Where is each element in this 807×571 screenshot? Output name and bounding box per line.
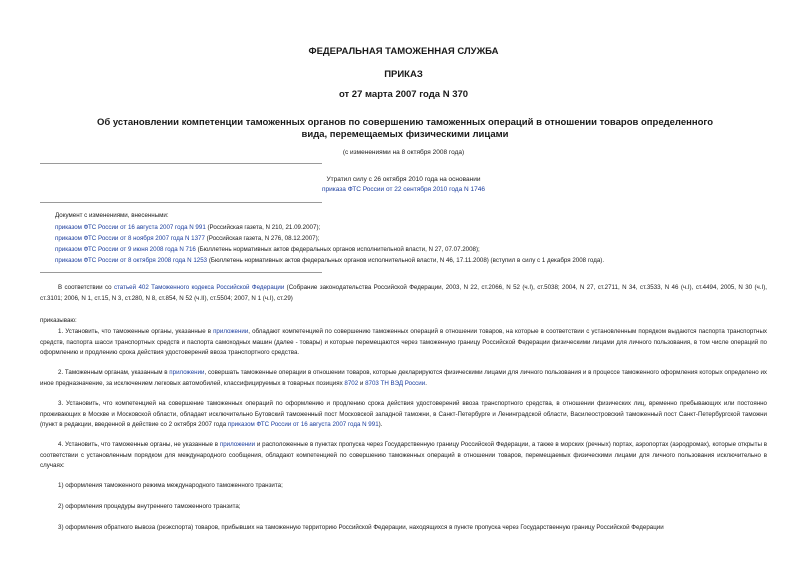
divider — [40, 272, 322, 273]
item-2: 2. Таможенным органам, указанным в приложении, совершать таможенные операции в отношении товаров, которые декларируются физическими лицами для личного пользования и в процессе таможенного оформления которых определено их иное предназначение, за исключением легковых автомобилей, классифицируемых в товарных позициях 8702 и 8703 ТН ВЭД России. — [40, 369, 768, 387]
document-type: ПРИКАЗ — [384, 69, 423, 80]
change-item — [55, 257, 604, 264]
subitem-1: 1) оформления таможенного режима международного таможенного транзита; — [58, 482, 283, 489]
item-1: 1. Установить, что таможенные органы, указанные в приложении, обладают компетенцией по совершению таможенных операций в отношении товаров, на которые в соответствии с установленным порядком выдаются паспорта транспортных средств, паспорта шасси транспортных средств и паспорта самоходных машин (далее - товары) и которые перемещаются через таможенную границу Российской Федерации физическими лицами для личного пользования, в том числе операций по оформлению и продлению срока действия удостоверений ввоза транспортного средства. — [40, 328, 767, 356]
tariff-8703-link[interactable]: 8703 ТН ВЭД России — [365, 379, 426, 387]
agency-name: ФЕДЕРАЛЬНАЯ ТАМОЖЕННАЯ СЛУЖБА — [308, 46, 499, 57]
lost-force-text: Утратил силу с 26 октября 2010 года на основании — [326, 176, 481, 183]
change-source: (Российская газета, N 276, 08.12.2007); — [204, 235, 320, 242]
changes-intro: Документ с изменениями, внесенными: — [55, 212, 169, 219]
document-date-number: от 27 марта 2007 года N 370 — [338, 89, 469, 100]
item-4: 4. Установить, что таможенные органы, не указанные в приложении и расположенные в пунктах пропуска через Государственную границу Российской Федерации, а также в морских (речных) портах, аэропортах (аэродромах), которые открыты в соответствии с установленным порядком для международного сообщения, обладают компетенцией по совершению таможенных операций в отношении товаров, перемещаемых физическими лицами для личного пользования исключительно в случаях: — [40, 441, 767, 469]
appendix-link[interactable]: приложении — [219, 441, 256, 448]
item-3: 3. Установить, что компетенцией на совершение таможенных операций по оформлению и продлению срока действия удостоверений ввоза транспортного средства, в отношении физических лиц, временно пребывающих или постоянно проживающих в Москве и Московской области, обладает исключительно Бутовский таможенный пост Московской западной таможни, в Санкт-Петербурге и Ленинградской области, Василеостровский таможенный пост Санкт-Петербургской таможни (пункт в редакции, введенной в действие со 2 октября 2007 года приказом ФТС России от 16 августа 2007 года N 991). — [40, 400, 767, 428]
change-order-link[interactable]: приказом ФТС России от 9 июня 2008 года N 716 — [55, 246, 196, 253]
order-991-link[interactable]: приказом ФТС России от 16 августа 2007 года N 991 — [227, 421, 379, 428]
tariff-8702-link[interactable]: 8702 — [344, 379, 359, 387]
appendix-link[interactable]: приложении — [169, 369, 205, 376]
customs-code-link[interactable]: статьей 402 Таможенного кодекса Российской Федерации — [113, 284, 285, 291]
subitem-2: 2) оформления процедуры внутреннего таможенного транзита; — [58, 503, 241, 510]
divider — [40, 202, 322, 203]
appendix-link[interactable]: приложении — [213, 328, 249, 335]
change-order-link[interactable]: приказом ФТС России от 8 октября 2008 года N 1253 — [55, 257, 208, 264]
basis-order-link[interactable]: приказа ФТС России от 22 сентября 2010 года N 1746 — [322, 186, 485, 193]
change-item — [55, 224, 320, 231]
divider — [40, 163, 322, 164]
change-source: (Российская газета, N 210, 21.09.2007); — [205, 224, 321, 231]
amendments-note: (с изменениями на 8 октября 2008 года) — [342, 149, 465, 156]
subitem-3: 3) оформления обратного вывоза (реэкспорта) товаров, прибывших на таможенную территорию Российской Федерации, находящихся в пункте пропуска через Государственную границу Российской Федерации — [58, 524, 664, 531]
document-title: Об установлении компетенции таможенных органов по совершению таможенных операций в отношении товаров определенного вида, перемещаемых физическими лицами — [96, 117, 714, 140]
change-source: (Бюллетень нормативных актов федеральных органов исполнительной власти, N 27, 07.07.2008); — [195, 246, 480, 253]
change-item — [55, 246, 480, 253]
change-source: (Бюллетень нормативных актов федеральных органов исполнительной власти, N 46, 17.11.2008) (вступил в силу с 1 декабря 2008 года). — [207, 257, 605, 264]
preamble: В соответствии со статьей 402 Таможенного кодекса Российской Федерации (Собрание законодательства Российской Федерации, 2003, N 22, ст.2066, N 52 (ч.I), ст.5038; 2004, N 27, ст.2711, N 34, ст.3533, N 46 (ч.I), ст.4494, 2005, N 30 (ч.I), ст.3101; 2006, N 1, ст.15, N 3, ст.280, N 8, ст.854, N 52 (ч.II), ст.5504; 2007, N 1 (ч.I), ст.29) — [40, 284, 767, 302]
order-word: приказываю: — [40, 317, 77, 324]
change-order-link[interactable]: приказом ФТС России от 8 ноября 2007 года N 1377 — [55, 235, 205, 242]
change-order-link[interactable]: приказом ФТС России от 16 августа 2007 года N 991 — [55, 224, 206, 231]
change-item — [55, 235, 319, 242]
